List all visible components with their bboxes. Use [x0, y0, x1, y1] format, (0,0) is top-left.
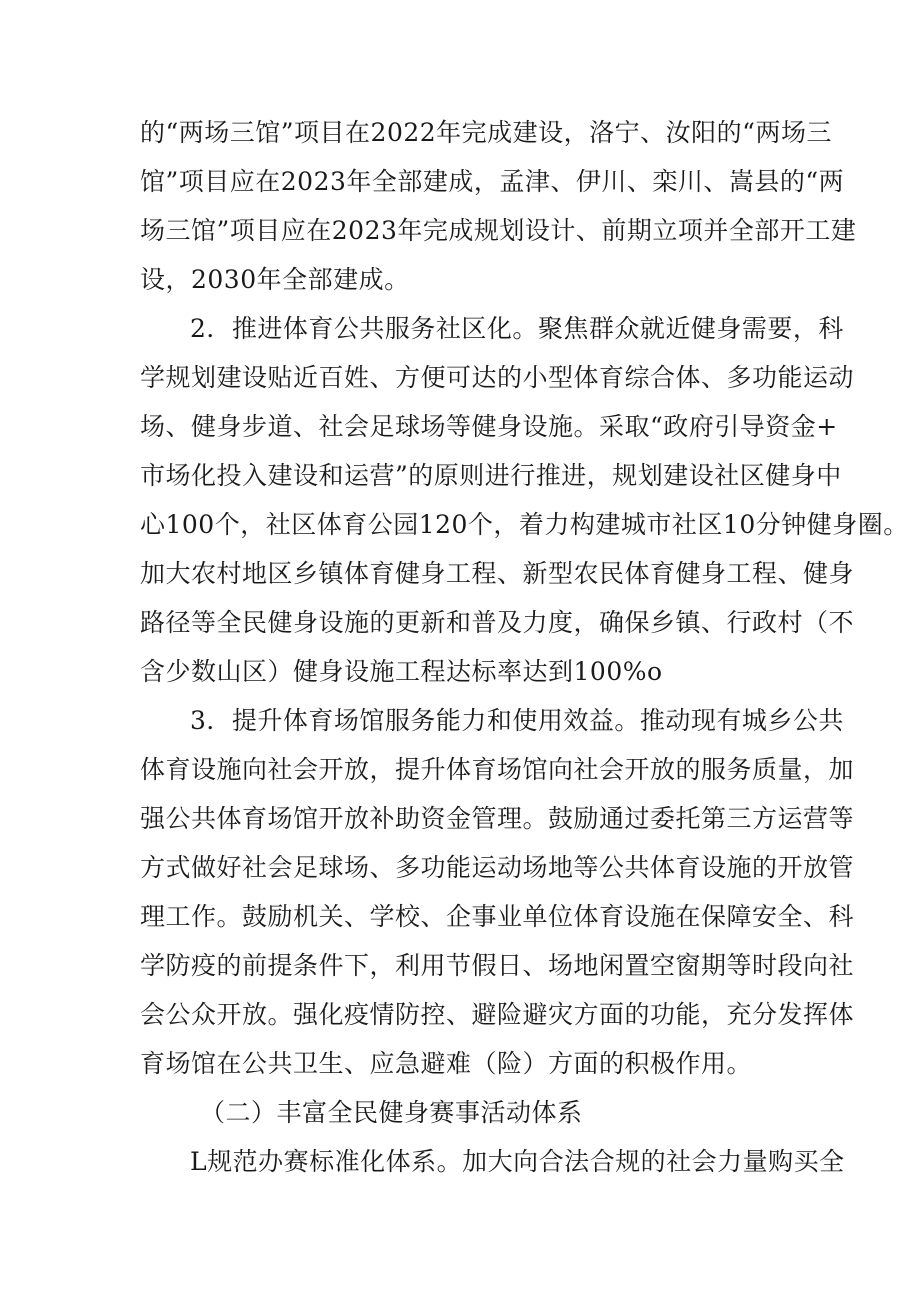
paragraph-line: 路径等全民健身设施的更新和普及力度，确保乡镇、行政村（不 — [140, 608, 855, 637]
paragraph-line: 方式做好社会足球场、多功能运动场地等公共体育设施的开放管 — [140, 853, 855, 882]
paragraph-line: 设，2030年全部建成。 — [140, 265, 410, 294]
paragraph-line: 心100个，社区体育公园120个，着力构建城市社区10分钟健身圈。 — [140, 510, 909, 539]
paragraph-line: 育场馆在公共卫生、应急避难（险）方面的积极作用。 — [140, 1049, 753, 1078]
paragraph-line: 2．推进体育公共服务社区化。聚焦群众就近健身需要，科 — [190, 314, 844, 343]
paragraph-line: 3．提升体育场馆服务能力和使用效益。推动现有城乡公共 — [190, 706, 844, 735]
section-heading: （二）丰富全民健身赛事活动体系 — [200, 1098, 583, 1127]
paragraph-line: 理工作。鼓励机关、学校、企事业单位体育设施在保障安全、科 — [140, 902, 855, 931]
paragraph-line: 的“两场三馆”项目在2022年完成建设，洛宁、汝阳的“两场三 — [140, 118, 832, 147]
paragraph-line: 会公众开放。强化疫情防控、避险避灾方面的功能，充分发挥体 — [140, 1000, 855, 1029]
paragraph-line: L规范办赛标准化体系。加大向合法合规的社会力量购买全 — [190, 1147, 845, 1176]
paragraph-line: 加大农村地区乡镇体育健身工程、新型农民体育健身工程、健身 — [140, 559, 855, 588]
paragraph-line: 市场化投入建设和运营”的原则进行推进，规划建设社区健身中 — [140, 461, 842, 490]
paragraph-line: 强公共体育场馆开放补助资金管理。鼓励通过委托第三方运营等 — [140, 804, 855, 833]
paragraph-line: 学防疫的前提条件下，利用节假日、场地闲置空窗期等时段向社 — [140, 951, 855, 980]
paragraph-line: 含少数山区）健身设施工程达标率达到100%o — [140, 657, 663, 686]
paragraph-line: 场、健身步道、社会足球场等健身设施。采取“政府引导资金+ — [140, 412, 838, 441]
paragraph-line: 学规划建设贴近百姓、方便可达的小型体育综合体、多功能运动 — [140, 363, 855, 392]
paragraph-line: 体育设施向社会开放，提升体育场馆向社会开放的服务质量，加 — [140, 755, 855, 784]
paragraph-line: 场三馆”项目应在2023年完成规划设计、前期立项并全部开工建 — [140, 216, 857, 245]
paragraph-line: 馆”项目应在2023年全部建成，孟津、伊川、栾川、嵩县的“两 — [140, 167, 845, 196]
